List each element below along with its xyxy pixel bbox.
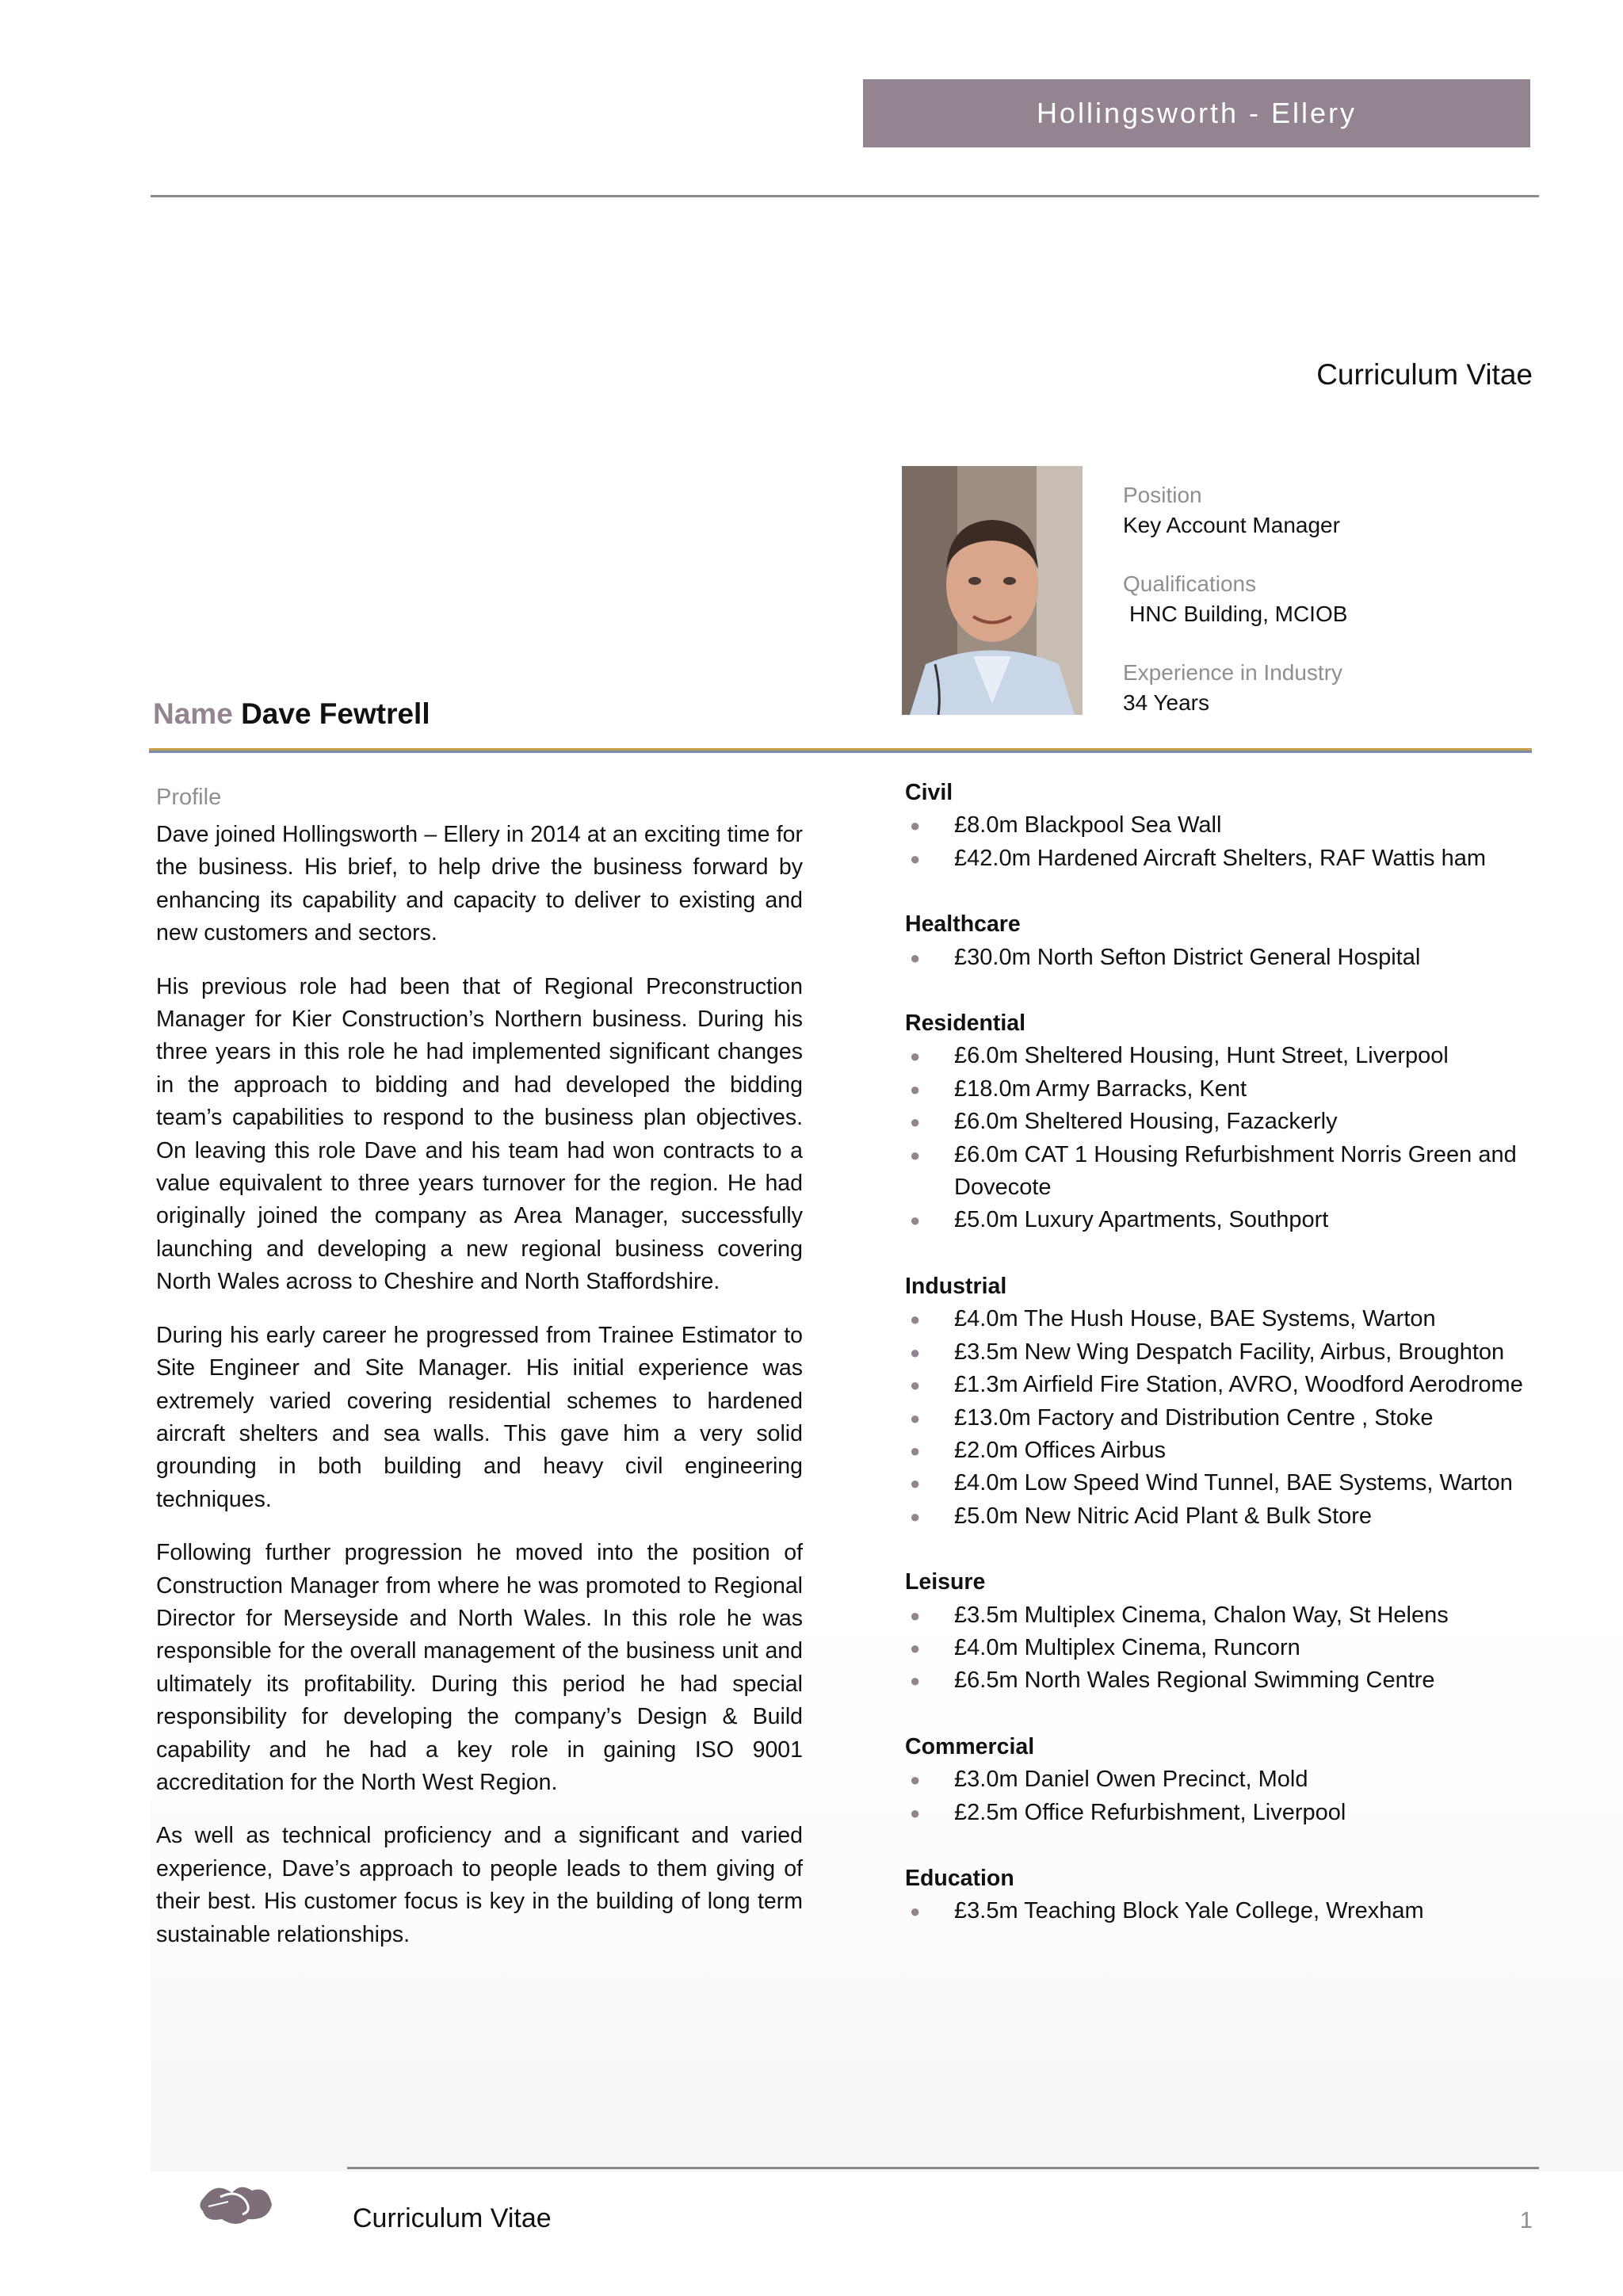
project-item: ● £6.0m Sheltered Housing, Fazackerly: [905, 1106, 1531, 1138]
qualifications-label: Qualifications: [1123, 571, 1257, 596]
category-title: Leisure: [905, 1569, 986, 1595]
bullet-icon: ●: [910, 1901, 921, 1922]
footer-title: Curriculum Vitae: [353, 2203, 552, 2233]
bullet-icon: ●: [910, 1473, 921, 1494]
bullet-icon: ●: [910, 1046, 921, 1067]
project-item: ● £3.5m New Wing Despatch Facility, Airbus, Broughton: [905, 1336, 1531, 1369]
bullet-icon: ●: [910, 1342, 921, 1362]
project-item: ● £2.5m Office Refurbishment, Liverpool: [905, 1797, 1531, 1829]
project-category-leisure: [905, 1566, 1531, 1698]
footer-divider: [347, 2167, 1539, 2169]
project-item: ● £6.5m North Wales Regional Swimming Centre: [905, 1664, 1531, 1697]
project-item: ● £2.0m Offices Airbus: [905, 1435, 1531, 1467]
info-panel: [1123, 480, 1567, 718]
project-item: ● £1.3m Airfield Fire Station, AVRO, Woodford Aerodrome: [905, 1369, 1531, 1401]
bullet-icon: ●: [910, 1605, 921, 1626]
position-value: Key Account Manager: [1123, 513, 1340, 537]
category-title: Healthcare: [905, 911, 1021, 938]
project-category-healthcare: [905, 908, 1531, 974]
project-item: ● £3.5m Teaching Block Yale College, Wrexham: [905, 1895, 1531, 1927]
project-item: ● £18.0m Army Barracks, Kent: [905, 1073, 1531, 1106]
project-item: ● £5.0m Luxury Apartments, Southport: [905, 1204, 1531, 1236]
bullet-icon: ●: [910, 1375, 921, 1396]
bullet-icon: ●: [910, 1770, 921, 1790]
profile-paragraph: During his early career he progressed from Trainee Estimator to Site Engineer and Site Manager. His initial experience was extremely varied covering residential schemes to hardened aircraft shelters and sea walls. This gave him a very solid grounding in both building and heavy civil engineering techniques.: [156, 1322, 803, 1512]
bullet-icon: ●: [910, 1671, 921, 1691]
category-title: Residential: [905, 1010, 1026, 1037]
project-category-civil: [905, 777, 1531, 875]
project-category-industrial: [905, 1270, 1531, 1533]
category-title: Industrial: [905, 1273, 1007, 1299]
project-category-commercial: [905, 1731, 1531, 1829]
bullet-icon: ●: [910, 848, 921, 869]
header-divider: [151, 195, 1539, 197]
qualifications-value: HNC Building, MCIOB: [1129, 602, 1348, 626]
category-title: Civil: [905, 780, 953, 805]
profile-paragraph: As well as technical proficiency and a significant and varied experience, Dave’s approach to people leads to them giving of their best. His customer focus is key in the building of long term sustainable relationships.: [156, 1823, 803, 1947]
bullet-icon: ●: [910, 1506, 921, 1526]
project-item: ● £4.0m Low Speed Wind Tunnel, BAE Systems, Warton: [905, 1467, 1531, 1499]
bullet-icon: ●: [910, 1309, 921, 1330]
profile-heading: Profile: [156, 785, 222, 810]
category-title: Commercial: [905, 1733, 1035, 1759]
experience-value: 34 Years: [1123, 690, 1209, 715]
project-experience: [905, 777, 1531, 1962]
project-category-residential: [905, 1007, 1531, 1237]
document-title: Curriculum Vitae: [1316, 358, 1533, 391]
project-item: ● £5.0m New Nitric Acid Plant & Bulk Store: [905, 1500, 1531, 1533]
bullet-icon: ●: [910, 1440, 921, 1461]
profile-paragraph: Following further progression he moved into the position of Construction Manager from where he was promoted to Regional Director for Merseyside and North Wales. In this role he was responsible for the overall management of the business unit and ultimately its profitability. During this period he had special responsibility for developing the company’s Design & Build capability and he had a key role in gaining ISO 9001 accreditation for the North West Region.: [156, 1540, 803, 1795]
bullet-icon: ●: [910, 1408, 921, 1428]
project-item: ● £13.0m Factory and Distribution Centre , Stoke: [905, 1402, 1531, 1435]
bullet-icon: ●: [910, 1144, 921, 1165]
project-item: ● £42.0m Hardened Aircraft Shelters, RAF Wattis ham: [905, 842, 1531, 875]
project-category-education: [905, 1862, 1531, 1928]
page-number: 1: [1519, 2208, 1533, 2233]
name-value: Dave Fewtrell: [241, 697, 430, 730]
company-banner: Hollingsworth - Ellery: [863, 79, 1530, 147]
bullet-icon: ●: [910, 1079, 921, 1099]
bullet-icon: ●: [910, 1802, 921, 1823]
bullet-icon: ●: [910, 1112, 921, 1133]
bullet-icon: ●: [910, 1210, 921, 1231]
project-item: ● £6.0m CAT 1 Housing Refurbishment Norris Green and Dovecote: [905, 1139, 1531, 1205]
project-item: ● £3.0m Daniel Owen Precinct, Mold: [905, 1763, 1531, 1796]
project-item: ● £6.0m Sheltered Housing, Hunt Street, Liverpool: [905, 1040, 1531, 1072]
profile-paragraph: Dave joined Hollingsworth – Ellery in 2014 at an exciting time for the business. His brief, to help drive the business forward by enhancing its capability and capacity to deliver to existing and new customers and sectors.: [156, 822, 803, 946]
experience-label: Experience in Industry: [1123, 660, 1343, 685]
company-logo: [173, 2173, 307, 2292]
profile-photo: [902, 466, 1083, 715]
name-label: Name: [153, 697, 233, 730]
profile-section: [156, 785, 803, 1972]
candidate-name: [153, 697, 430, 731]
bullet-icon: ●: [910, 816, 921, 836]
project-item: ● £4.0m Multiplex Cinema, Runcorn: [905, 1632, 1531, 1664]
project-item: ● £30.0m North Sefton District General Hospital: [905, 942, 1531, 974]
category-title: Education: [905, 1865, 1014, 1891]
bullet-icon: ●: [910, 947, 921, 968]
profile-paragraph: His previous role had been that of Regional Preconstruction Manager for Kier Construction’s Northern business. During his three years in this role he had implemented significant changes in the approach to bidding and had developed the bidding team’s capabilities to respond to the business plan objectives. On leaving this role Dave and his team had won contracts to a value equivalent to three years turnover for the region. He had originally joined the company as Area Manager, successfully launching and developing a new regional business covering North Wales across to Cheshire and North Staffordshire.: [156, 973, 803, 1295]
bullet-icon: ●: [910, 1637, 921, 1658]
project-item: ● £3.5m Multiplex Cinema, Chalon Way, St Helens: [905, 1599, 1531, 1632]
position-label: Position: [1123, 483, 1202, 507]
project-item: ● £8.0m Blackpool Sea Wall: [905, 809, 1531, 842]
project-item: ● £4.0m The Hush House, BAE Systems, Warton: [905, 1303, 1531, 1335]
